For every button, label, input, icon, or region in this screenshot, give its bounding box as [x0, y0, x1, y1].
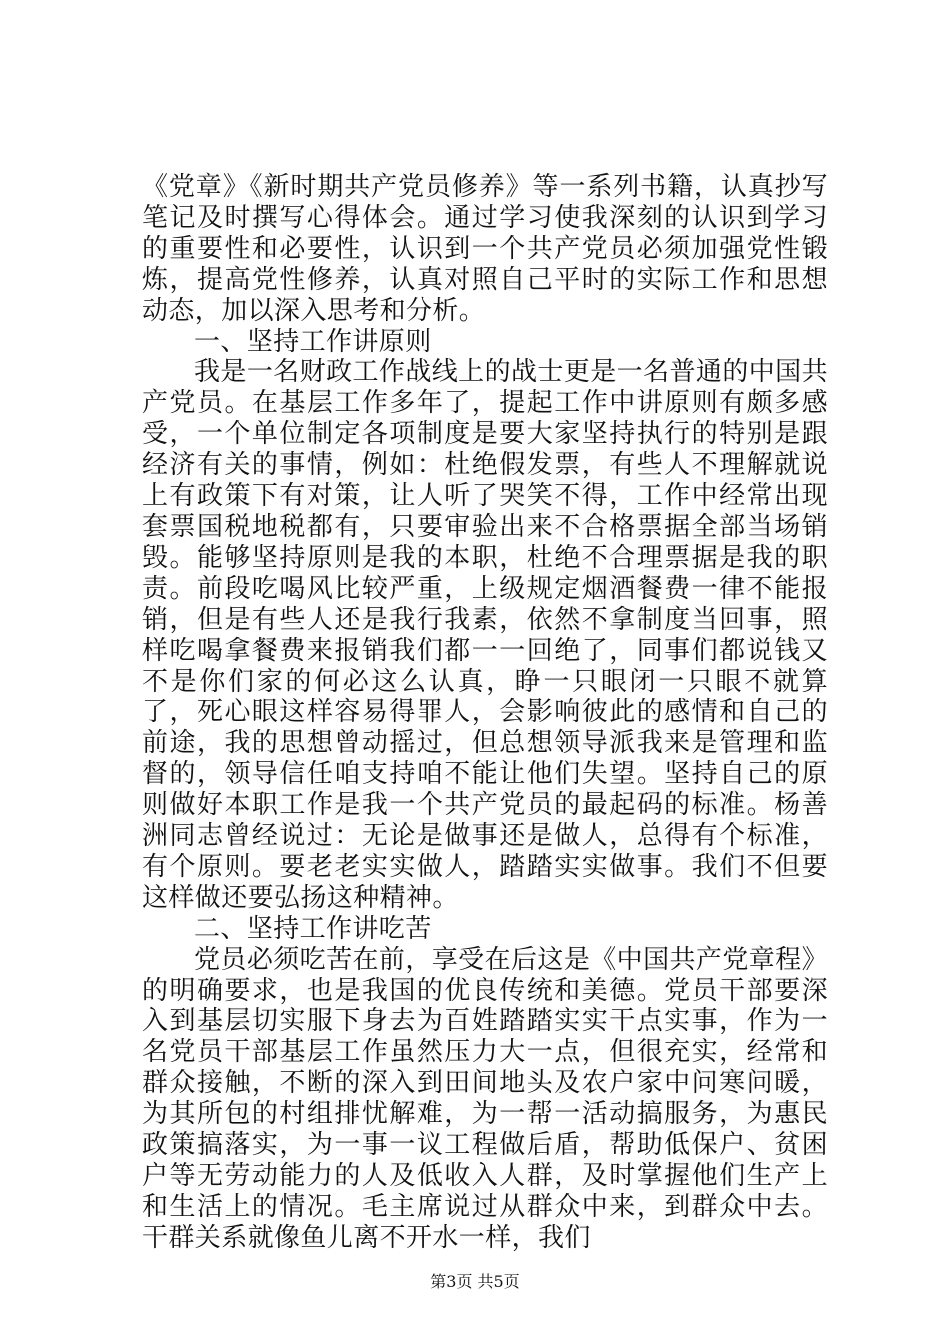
page-number-footer: 第3页 共5页: [430, 1272, 520, 1291]
section-heading: 二、坚持工作讲吃苦: [194, 913, 432, 944]
document-body: [142, 172, 828, 1254]
body-paragraph: 我是一名财政工作战线上的战士更是一名普通的中国共产党员。在基层工作多年了，提起工作中讲原则有颇多感受，一个单位制定各项制度是要大家坚持执行的特别是跟经济有关的事情，例如：杜绝假发票，有些人不理解就说上有政策下有对策，让人听了哭笑不得，工作中经常出现套票国税地税都有，只要审验出来不合格票据全部当场销毁。能够坚持原则是我的本职，杜绝不合理票据是我的职责。前段吃喝风比较严重，上级规定烟酒餐费一律不能报销，但是有些人还是我行我素，依然不拿制度当回事，照样吃喝拿餐费来报销我们都一一回绝了，同事们都说钱又不是你们家的何必这么认真，睁一只眼闭一只眼不就算了，死心眼这样容易得罪人，会影响彼此的感情和自己的前途，我的思想曾动摇过，但总想领导派我来是管理和监督的，领导信任咱支持咱不能让他们失望。坚持自己的原则做好本职工作是我一个共产党员的最起码的标准。杨善洲同志曾经说过：无论是做事还是做人，总得有个标准，有个原则。要老老实实做人，踏踏实实做事。我们不但要这样做还要弘扬这种精神。: [142, 357, 828, 913]
section-heading: 一、坚持工作讲原则: [194, 326, 432, 357]
body-paragraph: 党员必须吃苦在前，享受在后这是《中国共产党章程》的明确要求，也是我国的优良传统和美德。党员干部要深入到基层切实服下身去为百姓踏踏实实干点实事，作为一名党员干部基层工作虽然压力大一点，但很充实，经常和群众接触，不断的深入到田间地头及农户家中问寒问暖，为其所包的村组排忧解难，为一帮一活动搞服务，为惠民政策搞落实，为一事一议工程做后盾，帮助低保户、贫困户等无劳动能力的人及低收入人群，及时掌握他们生产上和生活上的情况。毛主席说过从群众中来，到群众中去。干群关系就像鱼儿离不开水一样，我们: [142, 944, 828, 1253]
body-paragraph: 《党章》《新时期共产党员修养》等一系列书籍，认真抄写笔记及时撰写心得体会。通过学习使我深刻的认识到学习的重要性和必要性，认识到一个共产党员必须加强党性锻炼，提高党性修养，认真对照自己平时的实际工作和思想动态，加以深入思考和分析。: [142, 172, 828, 326]
